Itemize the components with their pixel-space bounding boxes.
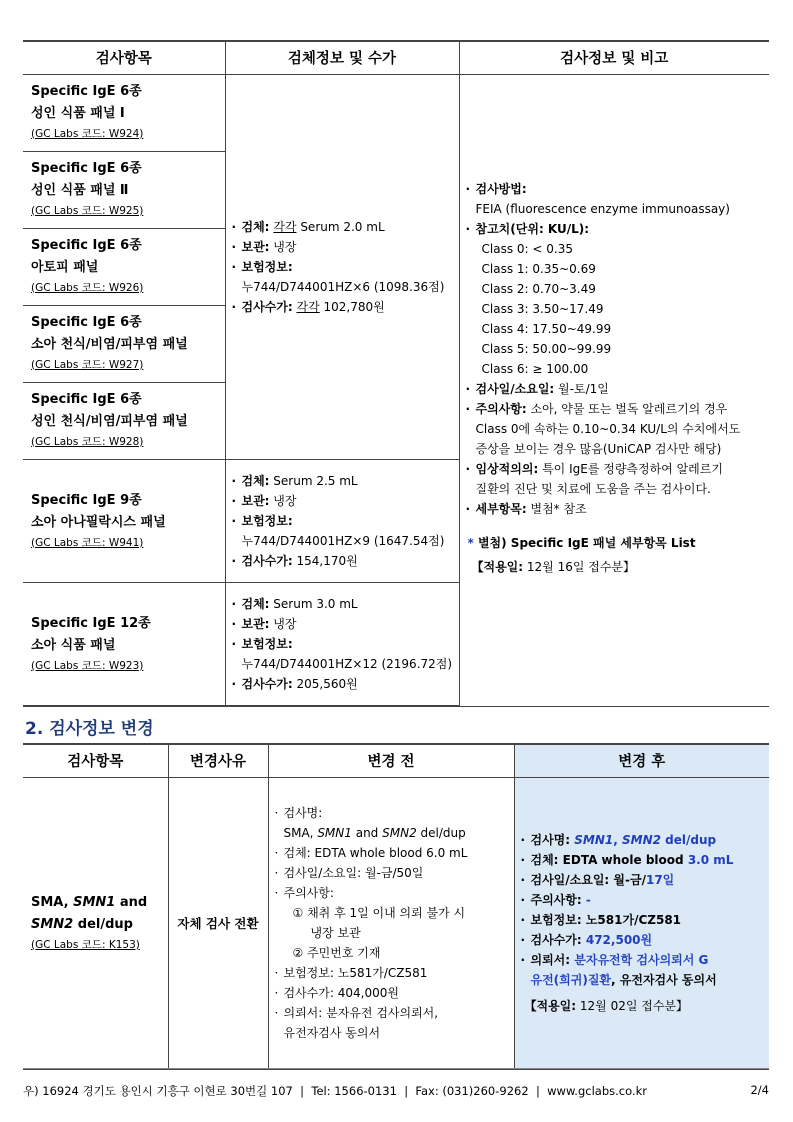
value <box>521 970 770 990</box>
test-item-k153 <box>23 777 168 1069</box>
test-code: (GC Labs 코드: W941) <box>31 536 144 549</box>
test-name <box>31 892 168 914</box>
attachment-note <box>466 533 770 553</box>
label: 검체: <box>241 596 270 611</box>
footer-address: 우) 16924 경기도 용인시 기흥구 이현로 30번길 107 | Tel: 1566-0131 | Fax: (031)260-9262 | www.gclabs.co.kr <box>23 1084 647 1098</box>
test-code: (GC Labs 코드: W927) <box>31 358 144 371</box>
value: 각각 <box>273 219 297 234</box>
label: 검사방법: <box>475 181 527 196</box>
text: 17일 <box>645 872 675 887</box>
text: SMA, <box>31 894 74 910</box>
after-change <box>514 777 769 1069</box>
page-footer <box>23 1068 769 1099</box>
table-row <box>23 74 769 151</box>
label: · 검사명: <box>275 803 514 823</box>
test-remarks <box>459 74 769 706</box>
label: 보험정보: <box>241 636 293 651</box>
class-row: Class 4: 17.50~49.99 <box>481 321 612 336</box>
value: 205,560원 <box>292 676 358 691</box>
header-specimen-fee: 검체정보 및 수가 <box>225 41 459 74</box>
label: 【적용일: <box>471 559 524 574</box>
asterisk: * <box>467 535 474 550</box>
test-item-w924 <box>23 74 225 151</box>
label: 임상적의의: <box>475 461 539 476</box>
gene: SMN1 <box>73 894 116 910</box>
value: 증상을 보이는 경우 많음(UniCAP 검사만 해당) <box>475 441 722 456</box>
test-name: Specific IgE 6종 <box>31 314 142 330</box>
value: ② 주민번호 기재 <box>292 945 381 960</box>
value: · 검사일/소요일: 월-금/50일 <box>275 863 514 883</box>
value: 특이 IgE를 정량측정하여 알레르기 <box>538 461 723 476</box>
change-reason: 자체 검사 전환 <box>168 777 268 1069</box>
test-name <box>31 914 168 936</box>
apply-date <box>466 557 770 577</box>
test-code: (GC Labs 코드: K153) <box>31 938 140 951</box>
test-item-w941 <box>23 459 225 582</box>
table-header-row <box>23 41 769 74</box>
text: SMA, <box>283 825 318 840</box>
value: · 의뢰서: 분자유전 검사의뢰서, <box>275 1003 514 1023</box>
test-code: (GC Labs 코드: W926) <box>31 281 144 294</box>
label: 보험정보: <box>241 259 293 274</box>
class-row: Class 2: 0.70~3.49 <box>481 281 596 296</box>
test-panel: 소아 아나필락시스 패널 <box>31 514 166 530</box>
test-panel: 소아 식품 패널 <box>31 637 116 653</box>
test-name: Specific IgE 6종 <box>31 160 142 176</box>
gene: SMN2 <box>622 832 661 847</box>
header-test-item: 검사항목 <box>23 744 168 777</box>
text: del/dup <box>73 916 133 932</box>
label: 검체: EDTA whole blood <box>530 852 688 867</box>
value: 별첨* 참조 <box>526 501 587 516</box>
value: 월-토/1일 <box>554 381 609 396</box>
label: 참고치(단위: KU/L): <box>475 221 590 236</box>
header-before: 변경 전 <box>268 744 514 777</box>
test-panel: 성인 식품 패널 Ⅰ <box>31 105 125 121</box>
label: 검체: <box>241 219 270 234</box>
value: · 보험정보: 노581가/CZ581 <box>521 910 770 930</box>
test-code: (GC Labs 코드: W925) <box>31 204 144 217</box>
text: del/dup <box>416 825 466 840</box>
test-panel: 아토피 패널 <box>31 259 99 275</box>
test-panel: 소아 천식/비염/피부염 패널 <box>31 336 188 352</box>
test-item-w923 <box>23 582 225 706</box>
label: 검사일/소요일: 월-금/ <box>530 872 646 887</box>
value <box>521 850 770 870</box>
label: 주의사항: <box>530 892 586 907</box>
label: 검사수가: <box>530 932 586 947</box>
value: Class 0에 속하는 0.10~0.34 KU/L의 수치에서도 <box>475 421 741 436</box>
value: Serum 2.0 mL <box>296 219 385 234</box>
class-row: Class 6: ≥ 100.00 <box>481 361 589 376</box>
test-name: Specific IgE 6종 <box>31 237 142 253</box>
value: 각각 <box>296 299 320 314</box>
value: Serum 2.5 mL <box>269 473 358 488</box>
table-header-row <box>23 744 769 777</box>
label: 【적용일: <box>524 998 577 1013</box>
test-item-w925 <box>23 151 225 228</box>
value: 102,780원 <box>319 299 385 314</box>
test-code: (GC Labs 코드: W923) <box>31 659 144 672</box>
gene: SMN2 <box>382 825 417 840</box>
value: 냉장 <box>269 493 297 508</box>
specimen-fee-w941 <box>225 459 459 582</box>
label: 검사수가: <box>241 553 293 568</box>
value: 누744/D744001HZ×12 (2196.72점) <box>241 656 453 671</box>
gene: SMN1 <box>574 832 614 847</box>
value: 154,170원 <box>292 553 358 568</box>
label: 보관: <box>241 493 270 508</box>
text: and <box>115 894 148 910</box>
test-item-w928 <box>23 382 225 459</box>
apply-date <box>521 996 770 1016</box>
label: 보험정보: <box>241 513 293 528</box>
method-value: FEIA (fluorescence enzyme immunoassay) <box>475 201 730 216</box>
value: Serum 3.0 mL <box>269 596 358 611</box>
text: 유전(희귀)질환 <box>530 972 612 987</box>
text: and <box>351 825 383 840</box>
text: 3.0 mL <box>687 852 734 867</box>
value: · 검체: EDTA whole blood 6.0 mL <box>275 843 514 863</box>
table-row <box>23 777 769 1069</box>
test-code: (GC Labs 코드: W928) <box>31 435 144 448</box>
header-change-reason: 변경사유 <box>168 744 268 777</box>
value <box>521 890 770 910</box>
text: , <box>613 832 622 847</box>
gene: SMN2 <box>31 916 74 932</box>
value: 소아, 약물 또는 벌독 알레르기의 경우 <box>526 401 728 416</box>
test-name: Specific IgE 12종 <box>31 615 151 631</box>
value <box>275 823 514 843</box>
page-number: 2/4 <box>750 1083 769 1097</box>
value <box>521 950 770 970</box>
label: 검사일/소요일: <box>475 381 555 396</box>
test-name: Specific IgE 6종 <box>31 391 142 407</box>
test-code: (GC Labs 코드: W924) <box>31 127 144 140</box>
label: 검사수가: <box>241 299 293 314</box>
text: 분자유전학 검사의뢰서 G <box>574 952 709 967</box>
value: ① 채취 후 1일 이내 의뢰 불가 시 <box>292 905 466 920</box>
label: 검사명: <box>530 832 575 847</box>
value: 유전자검사 동의서 <box>283 1025 381 1040</box>
label: 세부항목: <box>475 501 527 516</box>
label: 검체: <box>241 473 270 488</box>
value: 누744/D744001HZ×6 (1098.36점) <box>241 279 445 294</box>
class-row: Class 1: 0.35~0.69 <box>481 261 596 276</box>
label: · 주의사항: <box>275 883 514 903</box>
value: · 보험정보: 노581가/CZ581 <box>275 963 514 983</box>
specimen-fee-w923 <box>225 582 459 706</box>
test-info-table <box>23 40 769 707</box>
value: · 검사수가: 404,000원 <box>275 983 514 1003</box>
text: , 유전자검사 동의서 <box>611 972 717 987</box>
value: 냉장 <box>269 616 297 631</box>
header-test-item: 검사항목 <box>23 41 225 74</box>
class-row: Class 5: 50.00~99.99 <box>481 341 612 356</box>
value: 12월 02일 접수분】 <box>576 998 689 1013</box>
label: 검사수가: <box>241 676 293 691</box>
text: - <box>585 892 591 907</box>
test-name: Specific IgE 6종 <box>31 83 142 99</box>
text: del/dup <box>660 832 717 847</box>
label: 보관: <box>241 616 270 631</box>
section-title: 2. 검사정보 변경 <box>25 719 154 739</box>
header-after: 변경 후 <box>514 744 769 777</box>
header-test-info: 검사정보 및 비고 <box>459 41 769 74</box>
test-item-w927 <box>23 305 225 382</box>
test-name: Specific IgE 9종 <box>31 492 142 508</box>
value <box>521 930 770 950</box>
gene: SMN1 <box>317 825 352 840</box>
class-row: Class 0: < 0.35 <box>481 241 573 256</box>
label: 주의사항: <box>475 401 527 416</box>
test-panel: 성인 식품 패널 Ⅱ <box>31 182 129 198</box>
value <box>521 870 770 890</box>
value <box>521 830 770 850</box>
value: 질환의 진단 및 치료에 도움을 주는 검사이다. <box>475 481 711 496</box>
value: 냉장 <box>269 239 297 254</box>
specimen-fee-group <box>225 74 459 459</box>
change-info-table <box>23 743 769 1070</box>
test-item-w926 <box>23 228 225 305</box>
label: 보관: <box>241 239 270 254</box>
before-change <box>268 777 514 1069</box>
class-row: Class 3: 3.50~17.49 <box>481 301 604 316</box>
label: 의뢰서: <box>530 952 575 967</box>
text: 472,500원 <box>585 932 653 947</box>
value: 냉장 보관 <box>310 925 361 940</box>
value: 누744/D744001HZ×9 (1647.54점) <box>241 533 445 548</box>
value: 12월 16일 접수분】 <box>523 559 636 574</box>
attachment-text: 별첨) Specific IgE 패널 세부항목 List <box>473 535 696 550</box>
test-panel: 성인 천식/비염/피부염 패널 <box>31 413 188 429</box>
